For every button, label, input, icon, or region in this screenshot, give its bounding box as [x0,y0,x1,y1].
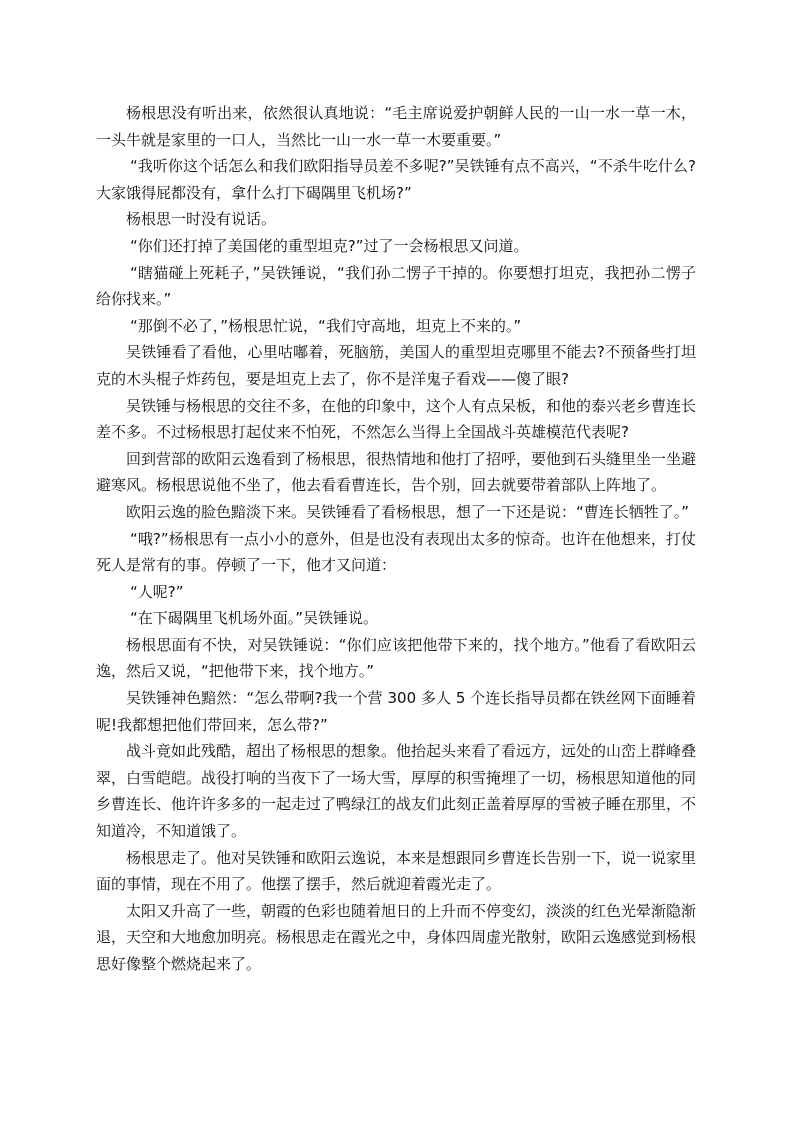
paragraph-13: “在下碣隅里飞机场外面。”吴铁锤说。 [130,609,379,628]
paragraph-14: 杨根思面有不快，对吴铁锤说：“你们应该把他带下来的，找个地方。”他看了看欧阳云逸，然后又说，“把他带下来，找个地方。” [96,635,696,681]
paragraph-8: 吴铁锤与杨根思的交往不多，在他的印象中，这个人有点呆板，和他的泰兴老乡曹连长差不多。不过杨根思打起仗来不怕死，不然怎么当得上全国战斗英雄模范代表呢? [96,396,697,442]
paragraph-12: “人呢?” [130,582,184,601]
paragraph-16: 战斗竟如此残酷，超出了杨根思的想象。他抬起头来看了看远方，远处的山峦上群峰叠翠，白雪皑皑。战役打响的当夜下了一场大雪，厚厚的积雪掩埋了一切，杨根思知道他的同乡曹连长、他许许多多的一起走过了鸭绿江的战友们此刻正盖着厚厚的雪被子睡在那里，不知道冷，不知道饿了。 [96,742,697,841]
paragraph-11: “哦?”杨根思有一点小小的意外，但是也没有表现出太多的惊奇。也许在他想来，打仗死人是常有的事。停顿了一下，他才又问道： [96,529,696,575]
paragraph-7: 吴铁锤看了看他，心里咕嘟着，死脑筋，美国人的重型坦克哪里不能去?不预备些打坦克的木头棍子炸药包，要是坦克上去了，你不是洋鬼子看戏——傻了眼? [96,343,696,388]
paragraph-17: 杨根思走了。他对吴铁锤和欧阳云逸说，本来是想跟同乡曹连长告别一下，说一说家里面的事情，现在不用了。他摆了摆手，然后就迎着霞光走了。 [96,848,697,894]
paragraph-9: 回到营部的欧阳云逸看到了杨根思，很热情地和他打了招呼，要他到石头缝里坐一坐避避寒风。杨根思说他不坐了，他去看看曹连长，告个别，回去就要带着部队上阵地了。 [96,449,697,495]
paragraph-4: “你们还打掉了美国佬的重型坦克?”过了一会杨根思又问道。 [130,236,529,255]
paragraph-2: “我听你这个话怎么和我们欧阳指导员差不多呢?”吴铁锤有点不高兴，“不杀牛吃什么?大家饿得屁都没有，拿什么打下碣隅里飞机场?” [96,157,696,202]
paragraph-10: 欧阳云逸的脸色黯淡下来。吴铁锤看了看杨根思，想了一下还是说：“曹连长牺牲了。” [126,502,690,521]
paragraph-6: “那倒不必了，”杨根思忙说，“我们守高地，坦克上不来的。” [130,316,522,335]
paragraph-15: 吴铁锤神色黯然：“怎么带啊?我一个营 300 多人 5 个连长指导员都在铁丝网下面睡着呢!我都想把他们带回来，怎么带?” [96,689,696,734]
paragraph-1: 杨根思没有听出来，依然很认真地说：“毛主席说爱护朝鲜人民的一山一水一草一木，一头牛就是家里的一口人，当然比一山一水一草一木要重要。” [96,104,696,149]
paragraph-5: “瞎猫碰上死耗子，”吴铁锤说，“我们孙二愣子干掉的。你要想打坦克，我把孙二愣子给你找来。” [96,263,696,309]
paragraph-18: 太阳又升高了一些，朝霞的色彩也随着旭日的上升而不停变幻，淡淡的红色光晕渐隐渐退，天空和大地愈加明亮。杨根思走在霞光之中，身体四周虚光散射，欧阳云逸感觉到杨根思好像整个燃烧起来了。 [96,901,697,973]
document-page [96,100,696,978]
paragraph-3: 杨根思一时没有说话。 [126,210,277,229]
